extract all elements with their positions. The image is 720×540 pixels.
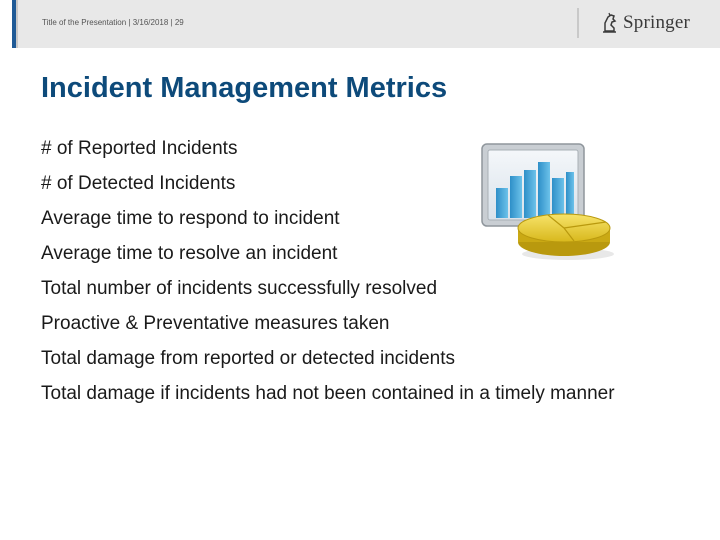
list-item: Proactive & Preventative measures taken	[41, 313, 390, 334]
header-accent-bar	[12, 0, 16, 48]
list-item: # of Reported Incidents	[41, 138, 238, 159]
header-divider	[577, 8, 579, 38]
list-item: Total number of incidents successfully resolved	[41, 278, 438, 299]
slide-header	[0, 0, 720, 48]
list-item: Total damage if incidents had not been contained in a timely manner	[41, 383, 615, 404]
springer-logo	[600, 10, 690, 36]
springer-horse-icon	[600, 11, 620, 35]
logo-text: Springer	[623, 12, 691, 33]
list-item: # of Detected Incidents	[41, 173, 236, 194]
list-item: Total damage from reported or detected incidents	[41, 348, 456, 369]
presentation-footer-text: Title of the Presentation | 3/16/2018 | 29	[42, 18, 184, 27]
list-item: Average time to resolve an incident	[41, 243, 338, 264]
list-item: Average time to respond to incident	[41, 208, 340, 229]
slide-title: Incident Management Metrics	[41, 72, 448, 104]
metrics-list	[41, 131, 661, 407]
